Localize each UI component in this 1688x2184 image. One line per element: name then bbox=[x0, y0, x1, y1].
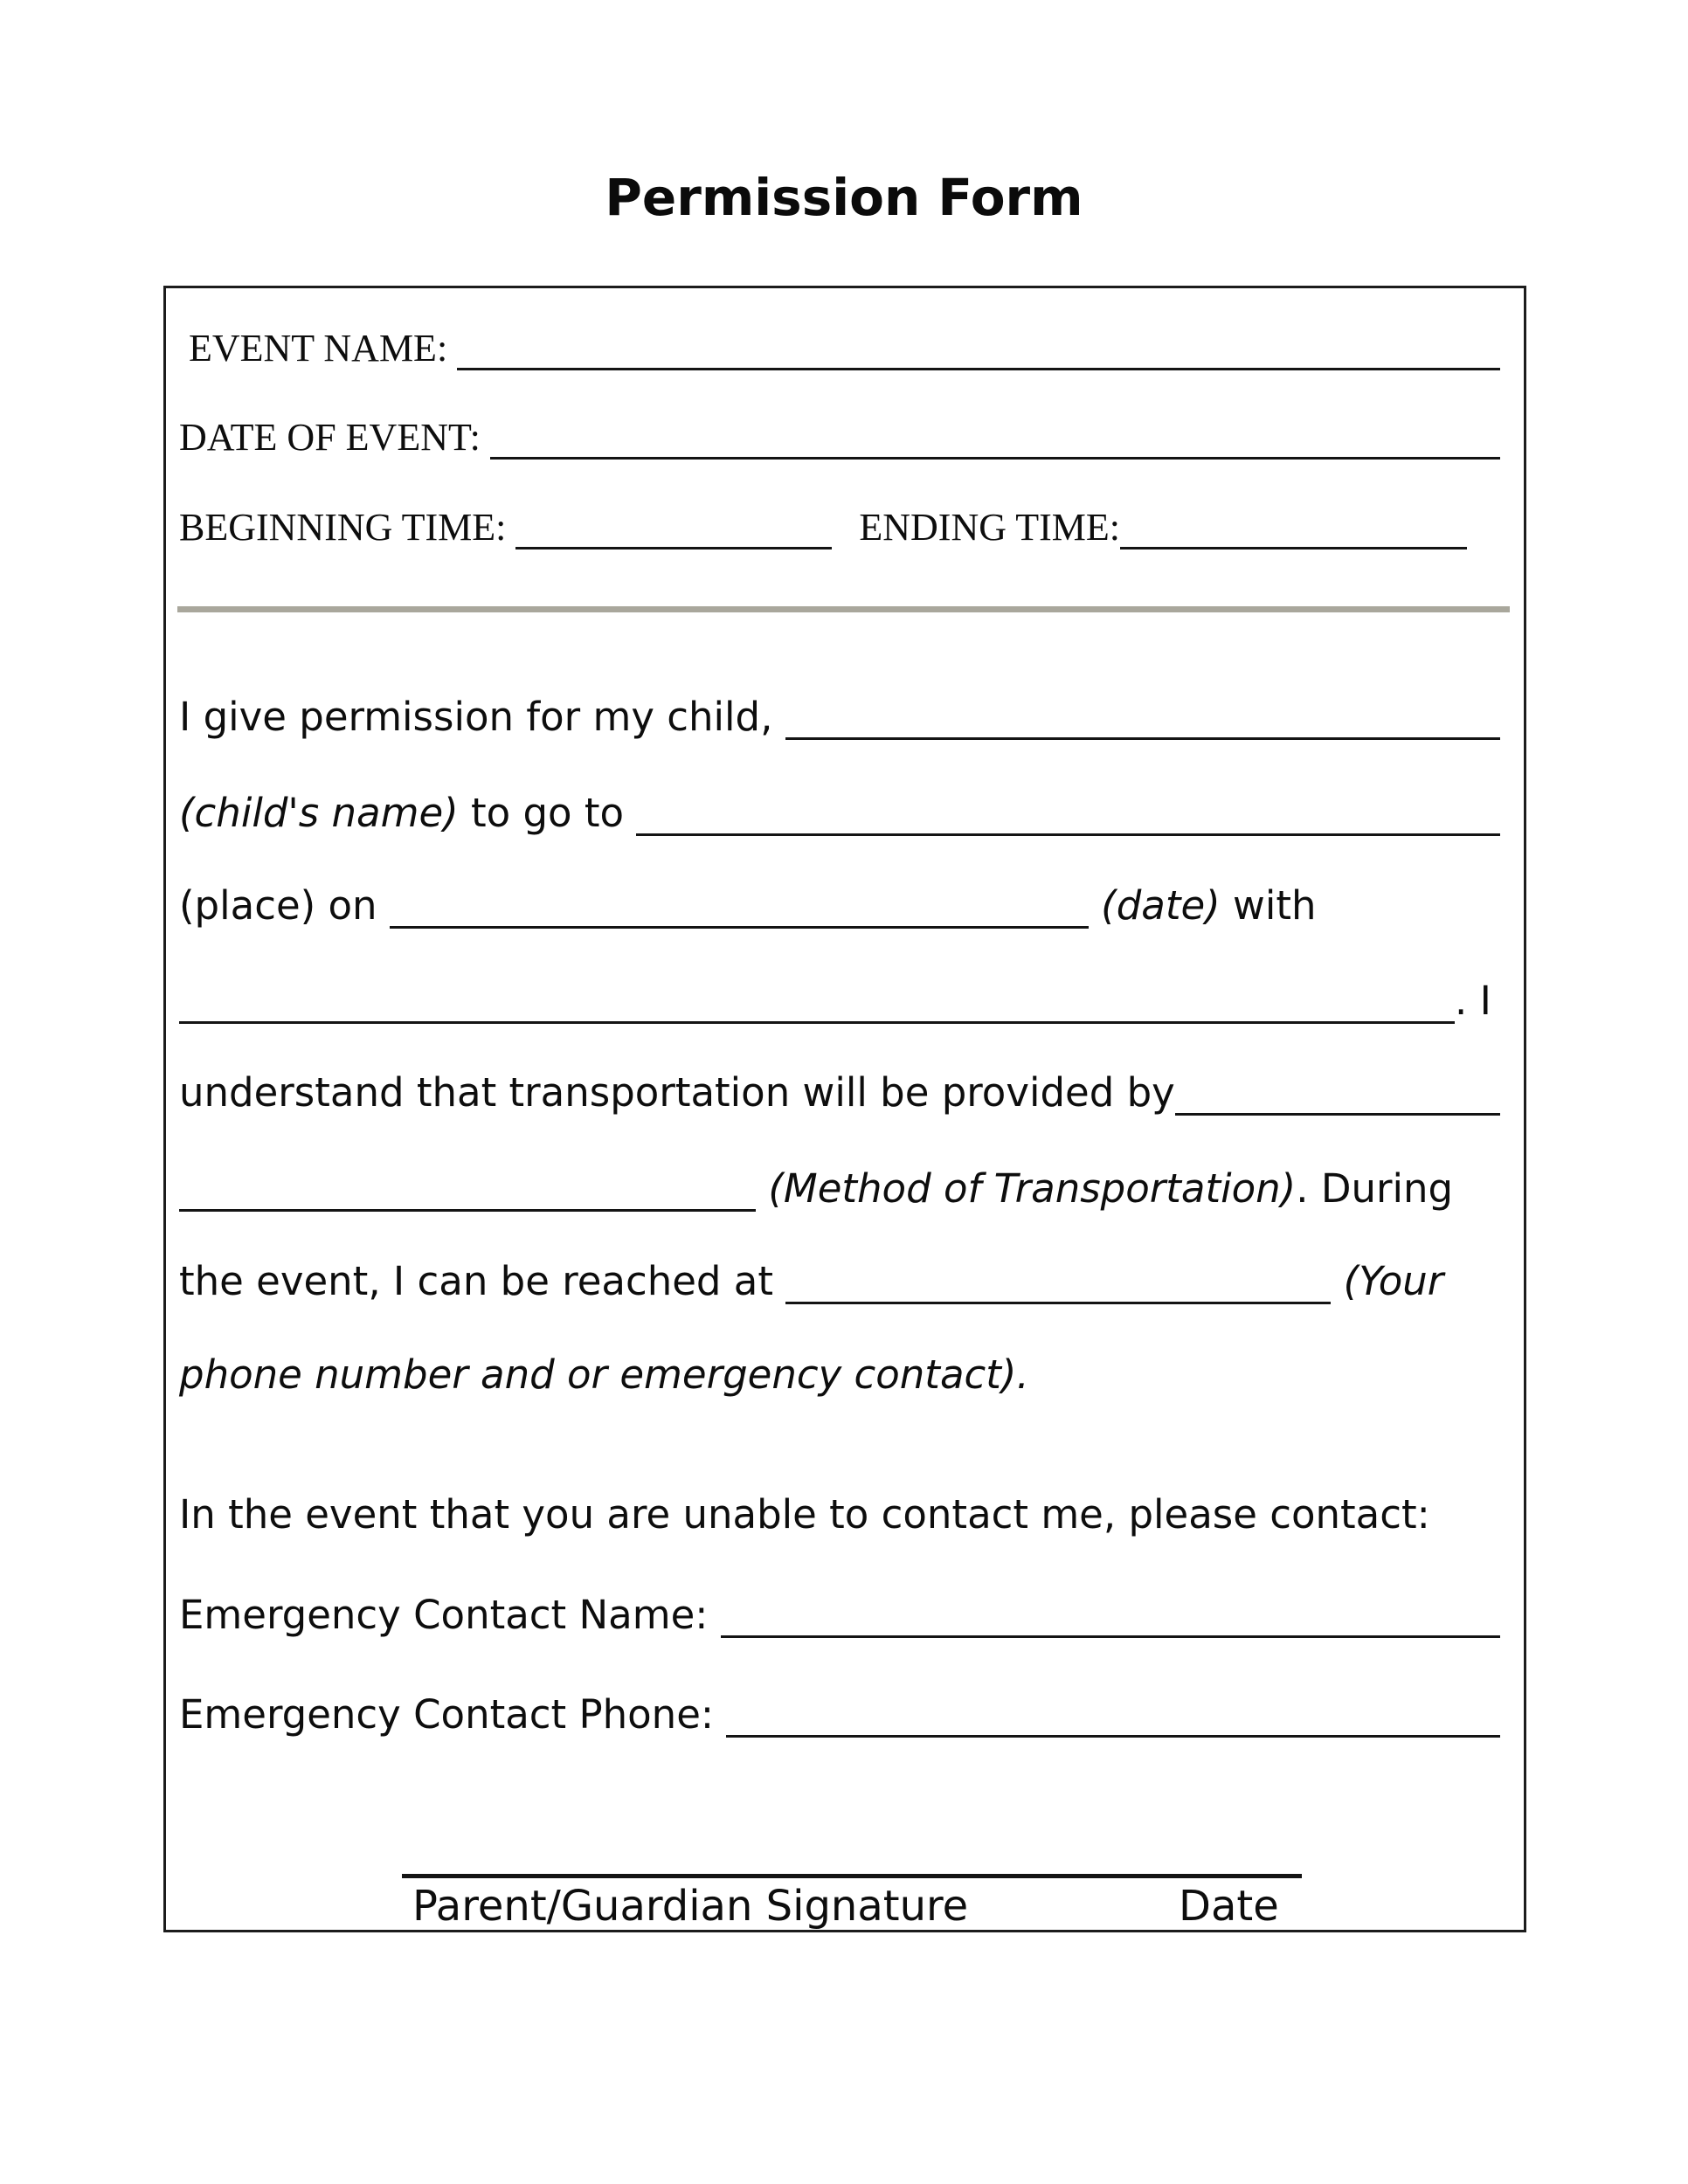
companion-input-line[interactable] bbox=[179, 1021, 1455, 1024]
phone-hint-2: phone number and or emergency contact). bbox=[179, 1351, 1029, 1398]
permission-text-7: the event, I can be reached at bbox=[179, 1258, 786, 1304]
child-name-input-line[interactable] bbox=[785, 737, 1500, 740]
permission-line-8 bbox=[179, 1352, 1500, 1398]
row-date-of-event bbox=[179, 416, 1500, 460]
emergency-phone-input-line[interactable] bbox=[726, 1735, 1500, 1738]
permission-text-3: with bbox=[1220, 882, 1317, 929]
section-divider bbox=[177, 606, 1510, 612]
permission-line-3 bbox=[179, 883, 1500, 929]
emergency-name-input-line[interactable] bbox=[721, 1635, 1500, 1638]
date-hint: (date) bbox=[1101, 882, 1221, 929]
permission-line-6 bbox=[179, 1166, 1500, 1212]
place-hint: (place) on bbox=[179, 882, 390, 929]
gap-text bbox=[1089, 883, 1101, 929]
event-name-label: EVENT NAME: bbox=[179, 327, 458, 370]
signature-label: Parent/Guardian Signature bbox=[412, 1882, 969, 1931]
row-event-name bbox=[179, 327, 1500, 370]
ending-time-label: ENDING TIME: bbox=[859, 506, 1120, 549]
emergency-name-label: Emergency Contact Name: bbox=[179, 1592, 721, 1638]
event-name-input-line[interactable] bbox=[457, 368, 1500, 370]
emergency-phone-label: Emergency Contact Phone: bbox=[179, 1691, 727, 1738]
permission-line-4 bbox=[179, 978, 1500, 1024]
place-input-line[interactable] bbox=[636, 833, 1500, 836]
permission-text-5: understand that transportation will be provided by bbox=[179, 1069, 1175, 1116]
permission-text-4: . I bbox=[1455, 978, 1491, 1024]
form-box bbox=[163, 286, 1526, 1932]
permission-text-1: I give permission for my child, bbox=[179, 694, 785, 740]
child-name-hint: (child's name) bbox=[179, 790, 459, 836]
gap-text bbox=[756, 1166, 768, 1212]
permission-line-5 bbox=[179, 1070, 1500, 1116]
permission-line-2 bbox=[179, 791, 1500, 836]
emergency-intro-text: In the event that you are unable to contact me, please contact: bbox=[179, 1491, 1430, 1538]
transportation-input-line-2[interactable] bbox=[179, 1209, 756, 1212]
signature-input-line[interactable] bbox=[402, 1874, 1302, 1878]
beginning-time-label: BEGINNING TIME: bbox=[179, 506, 516, 549]
row-emergency-name bbox=[179, 1593, 1500, 1638]
date-of-event-input-line[interactable] bbox=[490, 457, 1500, 460]
signature-date-label: Date bbox=[1179, 1882, 1279, 1931]
beginning-time-input-line[interactable] bbox=[515, 547, 832, 549]
permission-line-1 bbox=[179, 695, 1500, 740]
row-emergency-phone bbox=[179, 1692, 1500, 1738]
permission-text-6: . During bbox=[1296, 1165, 1454, 1212]
page-title: Permission Form bbox=[605, 168, 1083, 227]
event-date-input-line[interactable] bbox=[390, 926, 1089, 929]
transportation-hint: (Method of Transportation) bbox=[768, 1165, 1297, 1212]
phone-input-line[interactable] bbox=[785, 1302, 1331, 1304]
transportation-input-line[interactable] bbox=[1175, 1113, 1500, 1116]
date-of-event-label: DATE OF EVENT: bbox=[179, 416, 490, 459]
permission-text-2: to go to bbox=[458, 790, 637, 836]
emergency-intro-line bbox=[179, 1492, 1500, 1538]
row-times bbox=[179, 506, 1500, 549]
gap-text bbox=[1331, 1259, 1343, 1304]
permission-line-7 bbox=[179, 1259, 1500, 1304]
phone-hint-1: (Your bbox=[1343, 1258, 1444, 1304]
ending-time-input-line[interactable] bbox=[1120, 547, 1467, 549]
